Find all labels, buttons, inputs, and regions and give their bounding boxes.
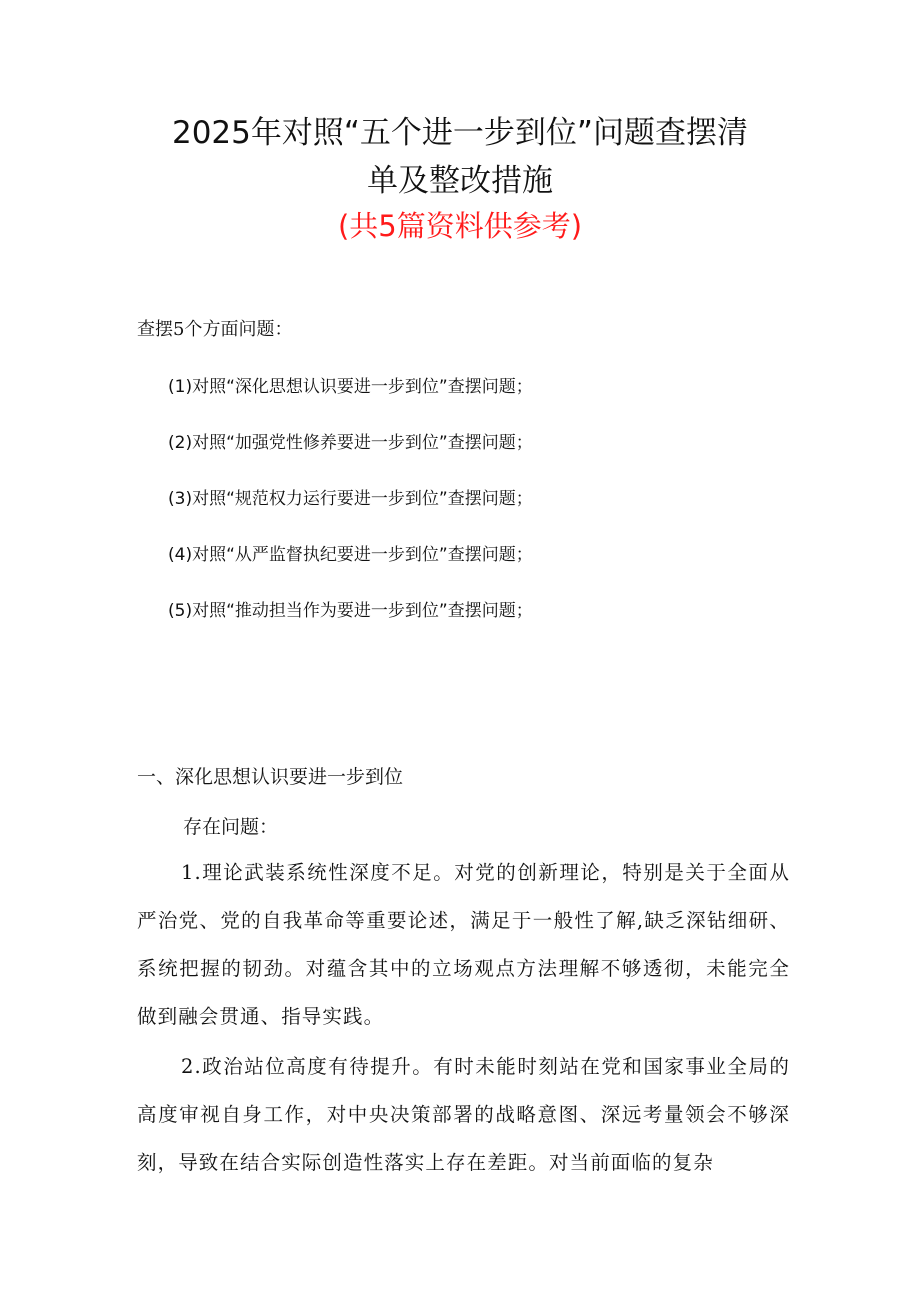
issue-list bbox=[168, 373, 533, 653]
problems-sub-heading: 存在问题： bbox=[183, 816, 279, 838]
issue-item-3: (3)对照“规范权力运行要进一步到位”查摆问题； bbox=[168, 489, 533, 509]
problem-paragraph-2: 2.政治站位高度有待提升。有时未能时刻站在党和国家事业全局的高度审视自身工作，对中央决策部署的战略意图、深远考量领会不够深刻，导致在结合实际创造性落实上存在差距。对当前面临的复杂 bbox=[137, 1055, 790, 1174]
issue-item-4: (4)对照“从严监督执纪要进一步到位”查摆问题； bbox=[168, 545, 533, 565]
issue-item-5: (5)对照“推动担当作为要进一步到位”查摆问题； bbox=[168, 601, 533, 621]
document-title-line-1: 2025年对照“五个进一步到位”问题查摆清 bbox=[171, 115, 748, 151]
section-heading: 一、深化思想认识要进一步到位 bbox=[137, 766, 404, 788]
intro-text: 查摆5个方面问题： bbox=[137, 319, 293, 340]
document-title-line-2: 单及整改措施 bbox=[367, 163, 553, 199]
issue-item-1: (1)对照“深化思想认识要进一步到位”查摆问题； bbox=[168, 377, 533, 397]
problem-paragraph-1: 1.理论武装系统性深度不足。对党的创新理论，特别是关于全面从严治党、党的自我革命等重要论述，满足于一般性了解,缺乏深钻细研、系统把握的韧劲。对蕴含其中的立场观点方法理解不够透彻，未能完全做到融会贯通、指导实践。 bbox=[137, 861, 790, 1028]
document-subtitle: (共5篇资料供参考) bbox=[337, 209, 583, 243]
issue-item-2: (2)对照“加强党性修养要进一步到位”查摆问题； bbox=[168, 433, 533, 453]
